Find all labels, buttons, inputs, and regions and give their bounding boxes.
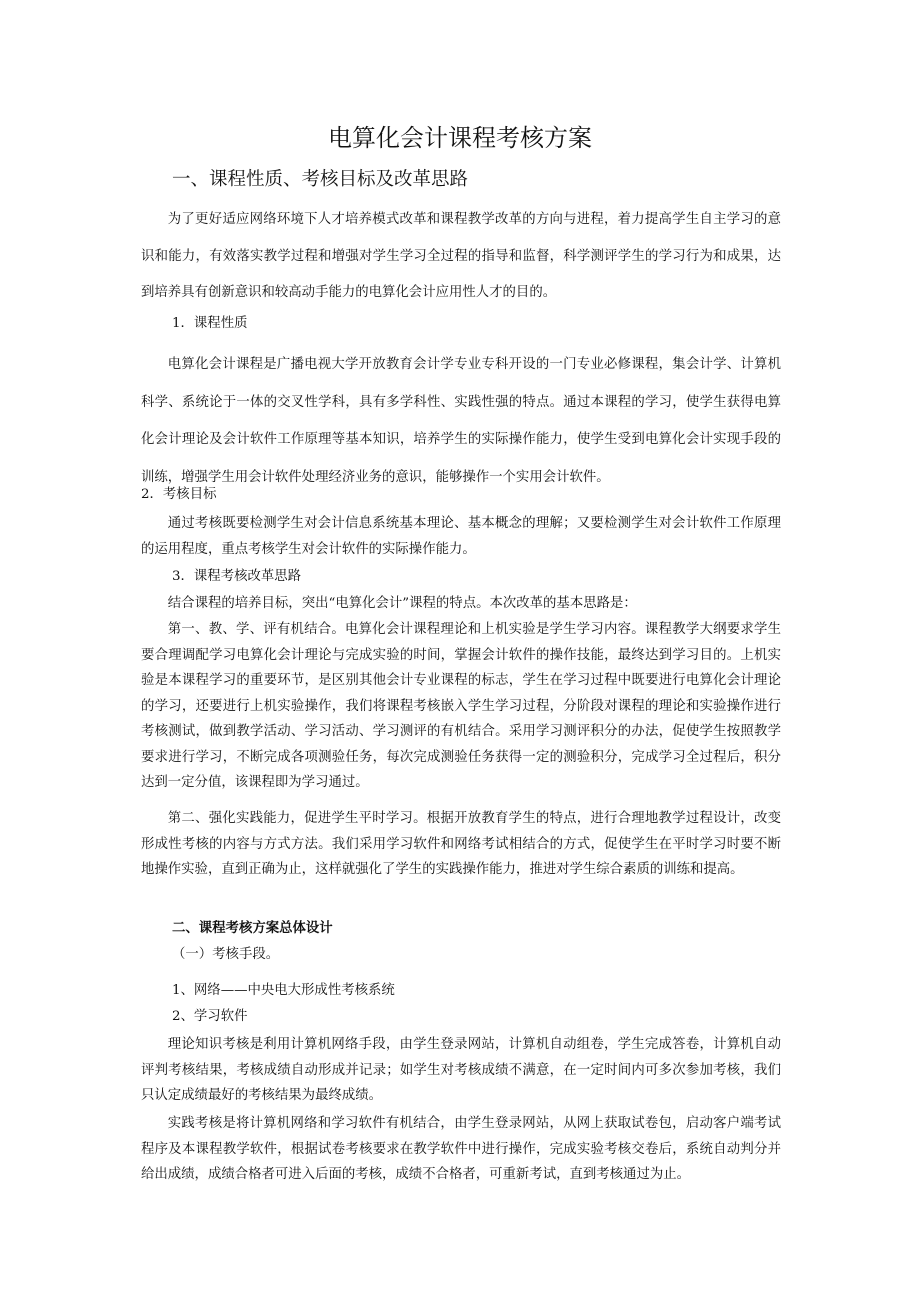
course-nature-paragraph: 电算化会计课程是广播电视大学开放教育会计学专业专科开设的一门专业必修课程，集会计学、计算机科学、系统论于一体的交叉性学科，具有多学科性、实践性强的特点。通过本课程的学习，使学生获得电算化会计理论及会计软件工作原理等基本知识，培养学生的实际操作能力，使学生受到电算化会计实现手段的训练，增强学生用会计软件处理经济业务的意识，能够操作一个实用会计软件。 [141,357,781,485]
course-nature-label: 1．课程性质 [172,316,248,331]
section-2-heading: 二、课程考核方案总体设计 [172,920,333,936]
section-1-heading: 一、课程性质、考核目标及改革思路 [172,169,469,190]
document-title: 电算化会计课程考核方案 [328,124,592,152]
second-point-paragraph: 第二、强化实践能力，促进学生平时学习。根据开放教育学生的特点，进行合理地教学过程设计，改变形成性考核的内容与方式方法。我们采用学习软件和网络考试相结合的方式，促使学生在平时学习时要不断地操作实验，直到正确为止，这样就强化了学生的实践操作能力，推进对学生综合素质的训练和提高。 [141,811,781,877]
practice-assessment-paragraph: 实践考核是将计算机网络和学习软件有机结合，由学生登录网站，从网上获取试卷包，启动客户端考试程序及本课程教学软件，根据试卷考核要求在教学软件中进行操作，完成实验考核交卷后，系统自动判分并给出成绩，成绩合格者可进入后面的考核，成绩不合格者，可重新考试，直到考核通过为止。 [141,1116,781,1182]
intro-paragraph: 为了更好适应网络环境下人才培养模式改革和课程教学改革的方向与进程，着力提高学生自主学习的意识和能力，有效落实教学过程和增强对学生学习全过程的指导和监督，科学测评学生的学习行为和成果，达到培养具有创新意识和较高动手能力的电算化会计应用性人才的目的。 [141,212,781,300]
first-point-paragraph: 第一、教、学、评有机结合。电算化会计课程理论和上机实验是学生学习内容。课程教学大纲要求学生要合理调配学习电算化会计理论与完成实验的时间，掌握会计软件的操作技能，最终达到学习目的。上机实验是本课程学习的重要环节，是区别其他会计专业课程的标志，学生在学习过程中既要进行电算化会计理论的学习，还要进行上机实验操作，我们将课程考核嵌入学生学习过程，分阶段对课程的理论和实验操作进行考核测试，做到教学活动、学习活动、学习测评的有机结合。采用学习测评积分的办法，促使学生按照教学要求进行学习，不断完成各项测验任务，每次完成测验任务获得一定的测验积分，完成学习全过程后，积分达到一定分值，该课程即为学习通过。 [141,622,781,790]
reform-ideas-label: 3．课程考核改革思路 [172,569,302,584]
list-item-network: 1、网络——中央电大形成性考核系统 [172,983,395,998]
assessment-means-label: （一）考核手段。 [172,947,280,962]
assessment-goal-label: 2．考核目标 [141,487,217,502]
list-item-software: 2、学习软件 [172,1009,248,1024]
theory-assessment-paragraph: 理论知识考核是利用计算机网络手段，由学生登录网站，计算机自动组卷，学生完成答卷，计算机自动评判考核结果，考核成绩自动形成并记录；如学生对考核成绩不满意，在一定时间内可多次参加考核，我们只认定成绩最好的考核结果为最终成绩。 [141,1037,781,1103]
assessment-goal-paragraph: 通过考核既要检测学生对会计信息系统基本理论、基本概念的理解；又要检测学生对会计软件工作原理的运用程度，重点考核学生对会计软件的实际操作能力。 [141,516,781,557]
reform-ideas-lead-paragraph: 结合课程的培养目标，突出“电算化会计”课程的特点。本次改革的基本思路是： [167,596,637,611]
